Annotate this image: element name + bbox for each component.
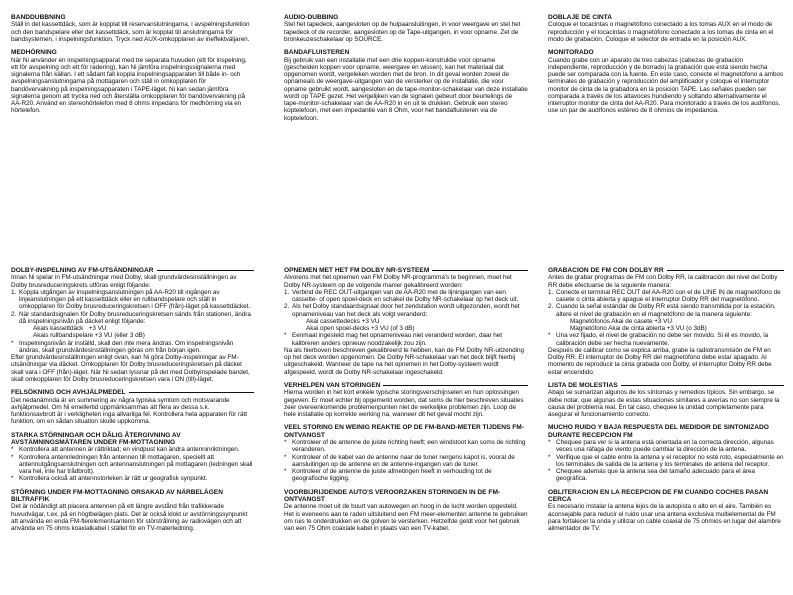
level-row: Akai open spoel-decks +3 VU (of 3 dB)	[306, 325, 415, 333]
section-text: Det är nödändigt att placera antennen på ett längre avstånd från trafikkerade huvudvägar, t.ex. på en högtbelägen plats. Det är också klokt ur avstörningssynpunkt att använda en enda FM-flerelementsantenn för störstrålning av radiovägen och att använda en 75 ohms koaxialkabel i stället för en TV-materledning.	[11, 503, 248, 533]
list-item: * Kontrollera att antennen är rättriktad; en vindpust kan ändra antenninriktningen.	[11, 446, 240, 454]
spanish-top-column	[548, 14, 784, 121]
list-item: * Chequee para ver si la antena está orientada en la correcta dirección, algunas veces una ráfaga de viento puede cambiar la dirección de la antena.	[548, 439, 774, 454]
section-title: OPNEMEN MET HET FM DOLBY NR-SYSTEEM	[284, 267, 430, 274]
step-number: 1.	[11, 288, 17, 296]
title-rule	[432, 270, 528, 271]
list-item: * Kontrollera också att antennstorleken är rätt ur geografisk synpunkt.	[11, 475, 208, 483]
section-text: Cuando grabe con un aparato de tres cabezas (cabezas de grabación independiente, reproducción y de borrado) la grabación que está siendo hecha puede ser comparada con la fuente. En este caso, conecte el magnetófono a ambos terminales de grabación y reproducción del amplificador y coloque el interruptor monitor de cinta de la grabadora en la posición TAPE. Las señales pueden ser comparada a través de los altavoces hundiendo y soltando alternativamente el interruptor monitor de cinta del AA-R20. Para monitorado a través de los audífonos, use un par de audífonos estéreo de 8 ohmios de impedancia.	[548, 56, 784, 115]
list-item: * Verifique que el cable entre la antena y el receptor no esté roto, especialmente en los terminales de salida de la antena y los terminales de antena del receptor.	[548, 453, 784, 468]
section-text: Stel het tapedeck, aangesloten op de hulpaansluitingen, in voor weergave en stel het tapedeck of de recorder, aangesloten op de Tape-uitgangen, in voor opname. Zet de bronkeuzeschakelaar op SOURCE.	[284, 21, 521, 43]
section-text: Innan Ni spelar in FM-utsändningar med Dolby, skall grundvärdesinställningen av Dolby brusreduceringskrets utföras enligt följande:	[11, 274, 237, 289]
list-item: 1. Koppla utgången av inspelningsanslutningen på AA-R20 till ingången av linjeanslutningen på ett kassettdäck eller en rullbandspelare och ställ in omkopplaren för Dolby brusreduceringskretsen i OFF (från)-läget på kassettdäcket.	[11, 288, 251, 311]
section-text: Es necesario instalar la antena lejos de la autopista o alto en el aire. También es aconsejable para reducir el ruido usar una antena exclusiva multielemental de FM para fortalecer la onda y utilizar un cable coaxial de 75 ohmios en lugar del alambre alimentador de TV.	[548, 503, 781, 533]
step-list	[284, 289, 528, 318]
section-title: VOORBIJRIJDENDE AUTO'S VEROORZAKEN STORINGEN IN DE FM-ONTVANGST	[284, 488, 501, 504]
section-text: Antes de grabar programas de FM con Dolby RR, la calibración del nivel del Dolby RR debe efectuarse de la siguiente manera:	[548, 274, 778, 289]
section-text: Bij gebruik van een installatie met een drie koppen-konstruktie voor opname (gescheiden koppen voor opname, weergave en wissen), kan het materiaal dat opgenomen wordt, vergeleken worden met de bron. In dit geval worden zowel de opnameals de weergave-uitgangen van de versterker op de installatie, die voor opname gebruikt wordt, aangesloten en de tape-monitor-schakelaar van deze installatie wordt op TAPE gezet. Het vergelijken van de signalen gebeurt door beurtelings de tape-monitor-schakelaar van de AA-R20 in en uit te drukken. Gebruik een stereo koptelefoon, met een impedantie van 8 Ohm, voor het bandafluisteren via de koptelefoon.	[284, 56, 528, 122]
level-row: Akais kassettdäck +3 VU	[33, 325, 107, 333]
section-title: MONITORADO	[548, 49, 594, 57]
list-item: * Kontrollera antennledningen från antennen till mottagaren, speciellt att antennutgångsanslutningen och antennanslutningen på mottagaren (ledningen skall vara hel, inte har trådbrott).	[11, 453, 253, 476]
section-title: VERHELPEN VAN STORINGEN	[284, 381, 381, 389]
level-row: Akai cassettedecks +3 VU	[306, 317, 380, 325]
spanish-bottom-column	[548, 267, 784, 538]
section-title: VEEL STORING EN WEINIG REAKTIE OP DE FM-BAND-METER TIJDENS FM-ONTVANGST	[284, 424, 524, 439]
dutch-top-column	[284, 14, 528, 128]
section-text: Na als hierboven beschreven gekalibreerd te hebben, kan de FM Dolby NR-uitzending op het deck worden opgenomen. De Dolby NR-schakelaar van het deck blijft hierbij uitgeschakeld. Wanneer de tape na het opnemen in het Dolby-systeem wordt afgespeeld, wordt de Dolby NR-schakelaar ingeschakeld.	[284, 346, 524, 376]
section-title: BANDDUBBNING	[11, 14, 66, 21]
section-text: Coloque el tocacintas o magnetófono conectado a los tomas AUX en el modo de reproducción y el tocacintas o magnetófono conectado a los tomas de cinta en el modo de grabación. Coloque el selector de entrada en la posición AUX.	[548, 21, 774, 43]
note-item: * Una vez fijado, el nivel de grabación no debe ser movido. Si él es movido, la calibración debe ser hecha nuevamente.	[548, 332, 769, 347]
title-rule	[157, 270, 255, 271]
section-title: LISTA DE MOLESTIAS	[548, 381, 618, 389]
step-number: 2.	[11, 310, 17, 318]
section-text: Hierna worden in het kort enkele typische storingsverschijnselen en hun oplossingen gegeven. Er moet echter bij opgemerkt worden, dat soms de hier beschreven situaties zeer overeenkomende problemenpunten niet de werkelijke problemen zijn. Loop de hele installatie op korrekte werking na, wanneer dit het geval mocht zijn.	[284, 389, 524, 419]
level-row: Akais rullbandspelare +3 VU (eller 3 dB)	[33, 332, 145, 340]
list-item: * Kontroleer of de antenne de juiste richting heeft; een windstoot kan soms de richting veranderen.	[284, 439, 526, 454]
section-title: OBLITERACION EN LA RECEPCION DE FM CUANDO COCHES PASAN CERCA	[548, 488, 769, 504]
section-text: Alvorens met het opnemen van FM Dolby NR-programma's te beginnen, moet het Dolby NR-systeem op de volgende manier gekalibreerd worden:	[284, 274, 512, 289]
section-title: BANDAFLUISTEREN	[284, 49, 350, 57]
level-row: Magnetófonos Akai de casete +3 VU	[570, 317, 672, 325]
section-title: STÖRNING UNDER FM-MOTTAGNING ORSAKAD AV NÄRBELÄGEN BILTRAFFIK	[11, 488, 223, 504]
star-marker: *	[11, 339, 14, 347]
section-title: DOBLAJE DE CINTA	[548, 14, 612, 21]
list-item: 1. Verbind de REC OUT-uitgangen van de AA-R20 met de lijningangen van een cassette- of open spoel-deck en schakel de Dolby NR-schakelaar op het deck uit.	[284, 288, 519, 304]
section-text: Efter grundvärdesinställningen enligt ovan, kan Ni göra Dolby-inspelningar av FM-utsändningar via däcket. Omkopplaren för Dolby brusreduceringskretsen på däcket skall vara i OFF (från)-läget. När Ni sedan lyssnar på det med Dolbyinspelade bandet, skall omkopplaren för Dolby brusreduceringskretsen vara i ON (till)-läget.	[11, 354, 250, 383]
section-text: När Ni använder en inspelningsapparat med tre separata huvuden (ett för inspelning, ett för avspelning och ett för radering), kan Ni jämföra inspelningssignalerna med signalerna från källan. I ett sådant fall koppla inspelningsapparaten till både in- och avspelningsanslutningarna på mottagaren och ställ in omkopplaren för bandövervakning på inspelningsapparaten i TAPE-läget. Ni kan sedan jämföra signalerna genom att trycka ned och återställa omkopplaren för bandövervakning på AA-R20. Använd en stereohörtelefon med 8 ohms impedans för medhörning via en hörtelefon.	[11, 56, 247, 115]
step-list	[548, 289, 784, 318]
step-list	[11, 289, 254, 325]
section-title: DOLBY-INSPELNING AV FM-UTSÄNDNINGAR	[11, 267, 154, 274]
section-text: De antenne moet uit de buurt van autowegen en hoog in de lucht worden opgesteld. Het is eveneens aan te raden uitsluitend een FM meer-elementen antenne te gebruiken om ruis te onderdrukken en de golven te versterken. Hetzelfde geldt voor het gebruik van een 75 Ohm coaxiale kabel in plaats van een TV-kabel.	[284, 503, 528, 533]
section-text: Ställ in det kassettdäck, som är kopplat till reservanslutningarna, i avspelningsfunktion och den bandspelare eller det kassettdäck, som är kopplat till anslutningarna för bandsystemen, i inspelningsfunktion. Tryck ned AUX-omkopplaren av ineffektväljaren.	[11, 21, 250, 43]
list-item: 2. Cuando la señal estándar de Dolby RR está siendo transmitida por la estación, altere el nivel de grabación en el magnetófono de la manera siguiente:	[548, 303, 776, 318]
title-rule	[383, 385, 528, 386]
swedish-top-column	[11, 14, 254, 121]
section-title: GRABACION DE FM CON DOLBY RR	[548, 267, 664, 274]
list-item: 1. Conecte el terminal REC OUT del AA-R20 con el de LINE IN de magnetófono de casete o cinta abierta y apague el interruptor Dolby RR del magnetófono.	[548, 288, 781, 304]
section-title: FELSÖKNING OCH AVHJÄLPMEDEL	[11, 389, 126, 397]
title-rule	[129, 392, 254, 393]
swedish-bottom-column	[11, 267, 254, 538]
section-text: Después de calibrar como se explica arriba, grabe la radiotransmisión de FM en Dolby RR. El interruptor de Dolby RR del magnetófono debe estar apagado. Al momento de reproducir la cinta grabada con Dolby, el interruptor Dolby RR debe estar encendido.	[548, 346, 772, 376]
list-item: 2. Als het Dolby standaardsignaal door het zendstation wordt uitgezonden, wordt het opnameniveau van het deck als volgt veranderd:	[284, 303, 520, 318]
note-item: * Eenmaal ingesteld mag het opnameniveau niet veranderd worden, daar het kalibreren anders opnieuw noodzakelijk zou zijn.	[284, 332, 503, 347]
section-title: MEDHÖRNING	[11, 49, 57, 57]
dutch-bottom-column	[284, 267, 528, 538]
title-rule	[667, 270, 784, 271]
title-rule	[621, 385, 784, 386]
list-item: * Chequee además que la antena sea del tamaño adecuado para el área geográfica.	[548, 468, 755, 483]
section-title: MUCHO RUIDO Y BAJA RESPUESTA DEL MEDIDOR DE SINTONIZADO DURANTE RECEPCION FM	[548, 424, 769, 439]
section-text: Abajo se sumarizan algunos de los síntomas y remedios típicos. Sin embargo, se debe notar, que algunas de estas situaciones similares a averías no son siempre la causa del problema real. En tal caso, chequee la unidad completamente para asegurar el funcionamiento correcto.	[548, 389, 780, 419]
list-item: * Kontroleer of de kabel van de antenne naar de tuner nergens kapot is, vooral de aansluitingen op de antenne en de antenne-ingangen van de tuner.	[284, 453, 515, 468]
section-title: STARKA STÖRNINGAR OCH DÅLIG ÅTERGIVNING AV AVSTÄMNINGSMÄTAREN UNDER FM-MOTTAGNING	[11, 431, 181, 446]
level-row: Magnetófono Akai de cinta abierta +3 VU (o 3dB)	[570, 325, 707, 333]
section-title: AUDIO-DUBBING	[284, 14, 339, 21]
note-item: * Inspelningsnivån är inställd, skall den inte mera ändras. Om inspelningsnivån ändras, skall grundvärdesinställningen göras om från början igen.	[11, 339, 234, 354]
section-text: Det nedanämnda är en summering av några typiska symtom och motsvarande avhjälpmedel. Om Ni emellertid uppmärksammas att flera av dessa s.k. funktionsavbrott är i verkligheten inga allvarliga fel. Kontrollera hela apparaten för rätt funktion, om en sådan situation skulle uppkomma.	[11, 396, 247, 426]
list-item: 2. När standardsignalen för Dolby brusreduceringskretsen sänds från stationen, ändra då inspelningsnivån på däcket enligt följande:	[11, 310, 251, 325]
list-item: * Kontroleer of de antenne de juiste afmetingen heeft in verhouding tot de geografische ligging.	[284, 468, 492, 483]
